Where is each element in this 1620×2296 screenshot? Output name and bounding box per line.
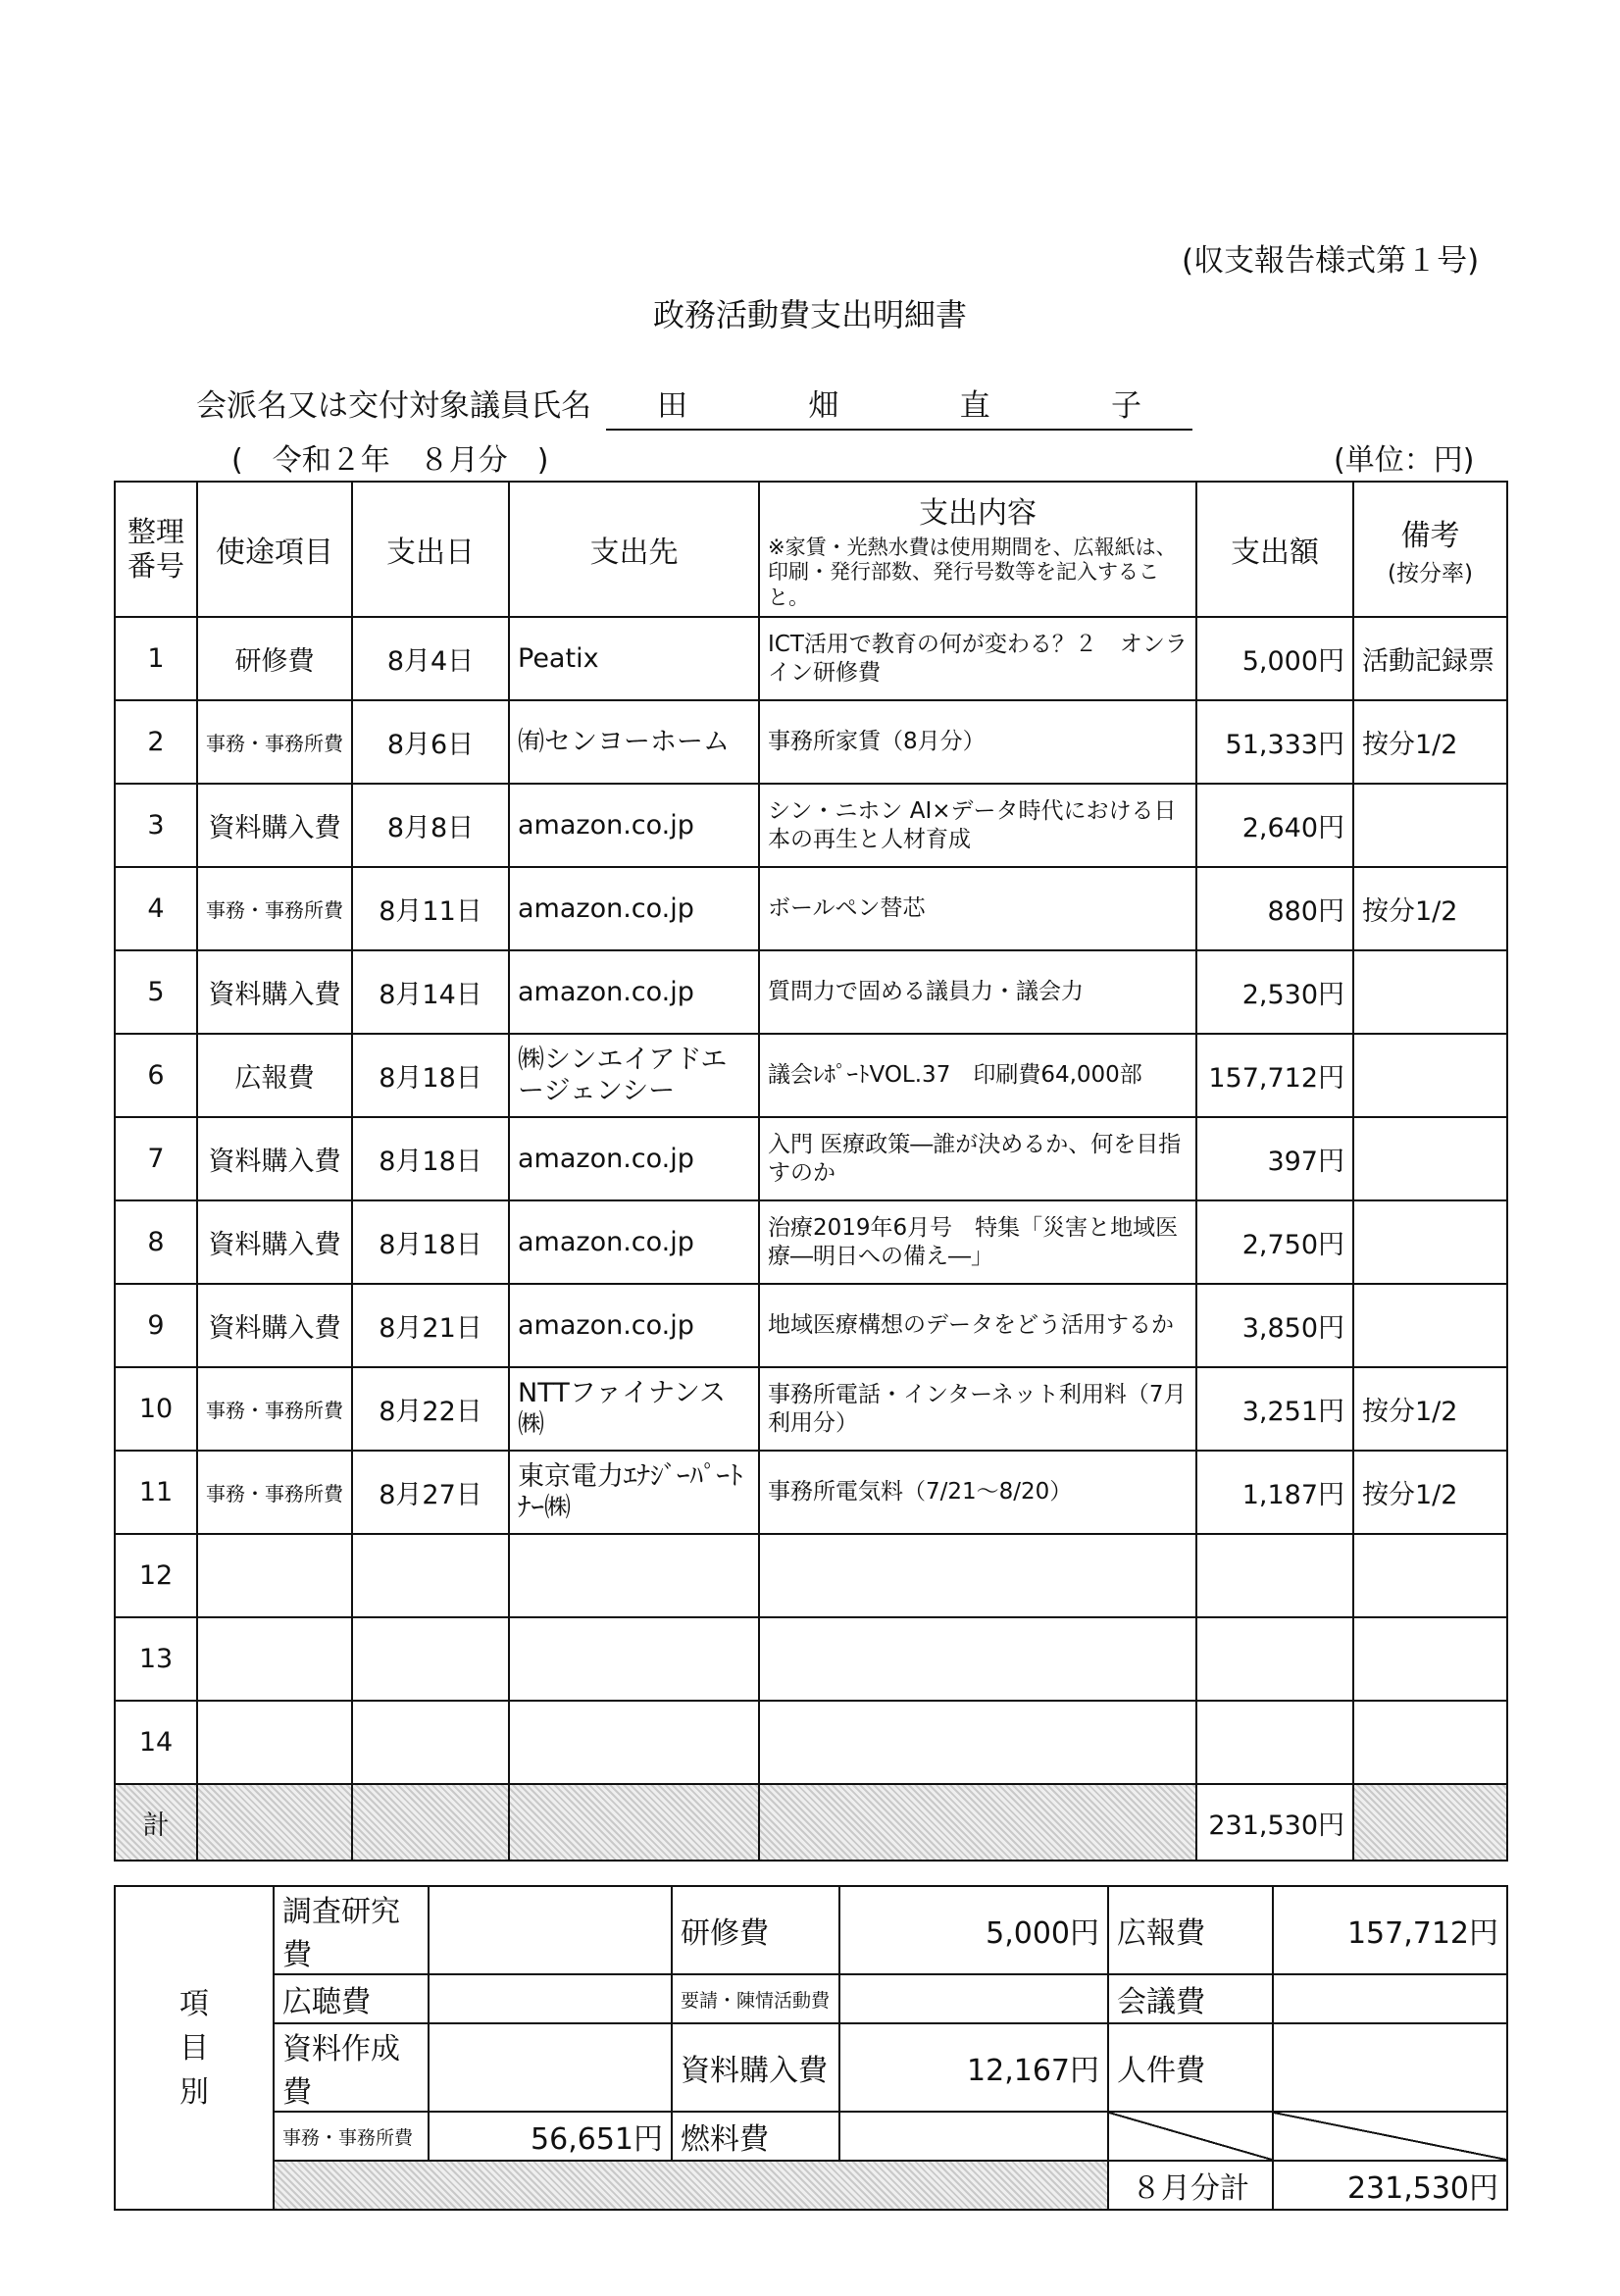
table-row (115, 1117, 1507, 1200)
row-item: 事務・事務所費 (197, 700, 352, 784)
summary-category-label: 資料作成費 (274, 2023, 429, 2112)
row-no: 1 (115, 617, 197, 700)
summary-side-label (115, 1886, 274, 2210)
table-row (115, 1617, 1507, 1701)
summary-side-char: 項 (179, 1986, 209, 2021)
row-item: 資料購入費 (197, 1284, 352, 1367)
header-date: 支出日 (352, 482, 509, 617)
summary-row (115, 2112, 1507, 2161)
summary-category-value (429, 1886, 672, 1974)
row-remarks (1353, 1117, 1507, 1200)
summary-category-label (1108, 2112, 1273, 2161)
summary-category-label: 会議費 (1108, 1974, 1273, 2023)
row-remarks: 按分1/2 (1353, 867, 1507, 950)
row-amount: 1,187円 (1196, 1451, 1353, 1534)
member-name-char: 田 (657, 388, 687, 424)
row-payee: Peatix (509, 617, 759, 700)
summary-category-value (1273, 1974, 1507, 2023)
header-payee: 支出先 (509, 482, 759, 617)
total-blank (352, 1784, 509, 1861)
member-name-char: 子 (1110, 388, 1141, 424)
header-remarks-label: 備考 (1400, 518, 1460, 553)
row-payee: amazon.co.jp (509, 1284, 759, 1367)
row-content: 地域医療構想のデータをどう活用するか (759, 1284, 1196, 1367)
row-no: 14 (115, 1701, 197, 1784)
row-payee: amazon.co.jp (509, 784, 759, 867)
row-content (759, 1701, 1196, 1784)
summary-row (115, 1886, 1507, 1974)
row-amount: 51,333円 (1196, 700, 1353, 784)
row-amount (1196, 1617, 1353, 1701)
header-no: 整理番号 (115, 482, 197, 617)
summary-row (115, 1974, 1507, 2023)
summary-category-label: 広聴費 (274, 1974, 429, 2023)
summary-total-row (115, 2161, 1507, 2210)
summary-category-value (429, 2023, 672, 2112)
row-item: 資料購入費 (197, 950, 352, 1034)
row-payee: amazon.co.jp (509, 1117, 759, 1200)
row-payee: 東京電力ｴﾅｼﾞｰﾊﾟｰﾄﾅｰ㈱ (509, 1451, 759, 1534)
row-content: 事務所電話・インターネット利用料（7月利用分） (759, 1367, 1196, 1451)
row-item: 事務・事務所費 (197, 1451, 352, 1534)
row-payee: amazon.co.jp (509, 950, 759, 1034)
member-name-char: 畑 (808, 388, 839, 424)
row-remarks (1353, 1200, 1507, 1284)
table-row (115, 1534, 1507, 1617)
row-content: 議会ﾚﾎﾟｰﾄVOL.37 印刷費64,000部 (759, 1034, 1196, 1117)
row-payee: ㈱シンエイアドエージェンシー (509, 1034, 759, 1117)
summary-side-char: 目 (179, 2030, 209, 2066)
summary-row (115, 2023, 1507, 2112)
row-amount (1196, 1534, 1353, 1617)
row-amount: 397円 (1196, 1117, 1353, 1200)
row-item: 事務・事務所費 (197, 1367, 352, 1451)
header-item: 使途項目 (197, 482, 352, 617)
row-date (352, 1701, 509, 1784)
row-item: 資料購入費 (197, 1117, 352, 1200)
row-amount: 2,640円 (1196, 784, 1353, 867)
row-date: 8月4日 (352, 617, 509, 700)
row-date: 8月11日 (352, 867, 509, 950)
row-content: シン・ニホン AI×データ時代における日本の再生と人材育成 (759, 784, 1196, 867)
row-content: 治療2019年6月号 特集「災害と地域医療―明日への備え―」 (759, 1200, 1196, 1284)
summary-category-value (429, 1974, 672, 2023)
summary-category-value: 157,712円 (1273, 1886, 1507, 1974)
table-row (115, 784, 1507, 867)
row-amount: 3,850円 (1196, 1284, 1353, 1367)
row-date: 8月18日 (352, 1034, 509, 1117)
row-no: 12 (115, 1534, 197, 1617)
row-amount: 3,251円 (1196, 1367, 1353, 1451)
table-row (115, 1284, 1507, 1367)
row-content: ICT活用で教育の何が変わる？２ オンライン研修費 (759, 617, 1196, 700)
summary-category-label: 研修費 (672, 1886, 839, 1974)
month-total-value: 231,530円 (1273, 2161, 1507, 2210)
row-amount: 5,000円 (1196, 617, 1353, 700)
row-amount: 157,712円 (1196, 1034, 1353, 1117)
row-no: 6 (115, 1034, 197, 1117)
row-date: 8月18日 (352, 1117, 509, 1200)
row-remarks (1353, 1534, 1507, 1617)
header-content-note: ※家賃・光熱水費は使用期間を、広報紙は、印刷・発行部数、発行号数等を記入すること。 (768, 536, 1177, 609)
row-item: 資料購入費 (197, 784, 352, 867)
row-item (197, 1617, 352, 1701)
row-payee: amazon.co.jp (509, 867, 759, 950)
row-payee: amazon.co.jp (509, 1200, 759, 1284)
row-no: 13 (115, 1617, 197, 1701)
row-remarks: 按分1/2 (1353, 1367, 1507, 1451)
row-content: 事務所家賃（8月分） (759, 700, 1196, 784)
row-no: 10 (115, 1367, 197, 1451)
table-row (115, 617, 1507, 700)
row-remarks: 按分1/2 (1353, 700, 1507, 784)
table-row (115, 950, 1507, 1034)
header-amount: 支出額 (1196, 482, 1353, 617)
row-amount: 2,530円 (1196, 950, 1353, 1034)
row-remarks (1353, 1284, 1507, 1367)
member-name-label: 会派名又は交付対象議員氏名 (196, 388, 591, 424)
summary-category-value: 12,167円 (839, 2023, 1108, 2112)
row-no: 8 (115, 1200, 197, 1284)
total-blank (509, 1784, 759, 1861)
header-remarks-sub: (按分率) (1388, 560, 1473, 587)
category-summary-table (114, 1885, 1508, 2211)
row-item: 広報費 (197, 1034, 352, 1117)
row-remarks (1353, 950, 1507, 1034)
row-remarks (1353, 1617, 1507, 1701)
row-remarks (1353, 1034, 1507, 1117)
summary-category-label: 事務・事務所費 (274, 2112, 429, 2161)
header-content (759, 482, 1196, 617)
summary-category-label: 燃料費 (672, 2112, 839, 2161)
row-no: 2 (115, 700, 197, 784)
row-date: 8月14日 (352, 950, 509, 1034)
row-content: ボールペン替芯 (759, 867, 1196, 950)
row-content (759, 1617, 1196, 1701)
table-row (115, 1701, 1507, 1784)
summary-category-value (1273, 2023, 1507, 2112)
row-remarks (1353, 784, 1507, 867)
row-date: 8月18日 (352, 1200, 509, 1284)
row-date: 8月6日 (352, 700, 509, 784)
total-blank (197, 1784, 352, 1861)
summary-category-label: 要請・陳情活動費 (672, 1974, 839, 2023)
row-payee (509, 1701, 759, 1784)
row-payee: NTTファイナンス㈱ (509, 1367, 759, 1451)
row-item (197, 1534, 352, 1617)
table-row (115, 700, 1507, 784)
expense-table (114, 481, 1508, 1862)
form-number: (収支報告様式第１号) (1182, 243, 1480, 279)
row-content: 入門 医療政策―誰が決めるか、何を目指すのか (759, 1117, 1196, 1200)
total-row (115, 1784, 1507, 1861)
expense-rows (115, 617, 1507, 1784)
header-content-label: 支出内容 (919, 496, 1037, 532)
summary-category-label: 広報費 (1108, 1886, 1273, 1974)
row-item: 事務・事務所費 (197, 867, 352, 950)
total-label: 計 (115, 1784, 197, 1861)
row-item: 研修費 (197, 617, 352, 700)
row-date (352, 1534, 509, 1617)
report-period: ( 令和２年 ８月分 ) (231, 443, 549, 478)
table-row (115, 1451, 1507, 1534)
table-row (115, 1034, 1507, 1117)
summary-rows (115, 1886, 1507, 2210)
summary-category-value: 56,651円 (429, 2112, 672, 2161)
table-row (115, 1200, 1507, 1284)
row-content: 事務所電気料（7/21～8/20） (759, 1451, 1196, 1534)
row-no: 5 (115, 950, 197, 1034)
row-no: 4 (115, 867, 197, 950)
row-payee (509, 1534, 759, 1617)
row-content: 質問力で固める議員力・議会力 (759, 950, 1196, 1034)
row-remarks: 活動記録票 (1353, 617, 1507, 700)
row-amount: 2,750円 (1196, 1200, 1353, 1284)
summary-category-label: 人件費 (1108, 2023, 1273, 2112)
total-blank (1353, 1784, 1507, 1861)
total-amount: 231,530円 (1196, 1784, 1353, 1861)
row-date: 8月22日 (352, 1367, 509, 1451)
summary-side-char: 別 (179, 2074, 209, 2110)
member-name (606, 381, 1192, 431)
header-remarks (1353, 482, 1507, 617)
month-total-label: ８月分計 (1108, 2161, 1273, 2210)
table-row (115, 1367, 1507, 1451)
summary-category-value (1273, 2112, 1507, 2161)
summary-blank (274, 2161, 1108, 2210)
summary-category-value: 5,000円 (839, 1886, 1108, 1974)
row-remarks (1353, 1701, 1507, 1784)
row-no: 3 (115, 784, 197, 867)
total-blank (759, 1784, 1196, 1861)
summary-category-value (839, 2112, 1108, 2161)
page-title: 政務活動費支出明細書 (652, 296, 967, 333)
row-remarks: 按分1/2 (1353, 1451, 1507, 1534)
summary-category-value (839, 1974, 1108, 2023)
row-payee (509, 1617, 759, 1701)
row-date: 8月21日 (352, 1284, 509, 1367)
currency-unit: (単位：円) (1334, 443, 1475, 478)
summary-category-label: 資料購入費 (672, 2023, 839, 2112)
row-no: 7 (115, 1117, 197, 1200)
row-no: 11 (115, 1451, 197, 1534)
row-item (197, 1701, 352, 1784)
row-date: 8月8日 (352, 784, 509, 867)
row-item: 資料購入費 (197, 1200, 352, 1284)
row-date (352, 1617, 509, 1701)
row-amount (1196, 1701, 1353, 1784)
row-date: 8月27日 (352, 1451, 509, 1534)
row-payee: ㈲センヨーホーム (509, 700, 759, 784)
row-amount: 880円 (1196, 867, 1353, 950)
row-no: 9 (115, 1284, 197, 1367)
member-name-char: 直 (959, 388, 990, 424)
table-row (115, 867, 1507, 950)
summary-category-label: 調査研究費 (274, 1886, 429, 1974)
row-content (759, 1534, 1196, 1617)
